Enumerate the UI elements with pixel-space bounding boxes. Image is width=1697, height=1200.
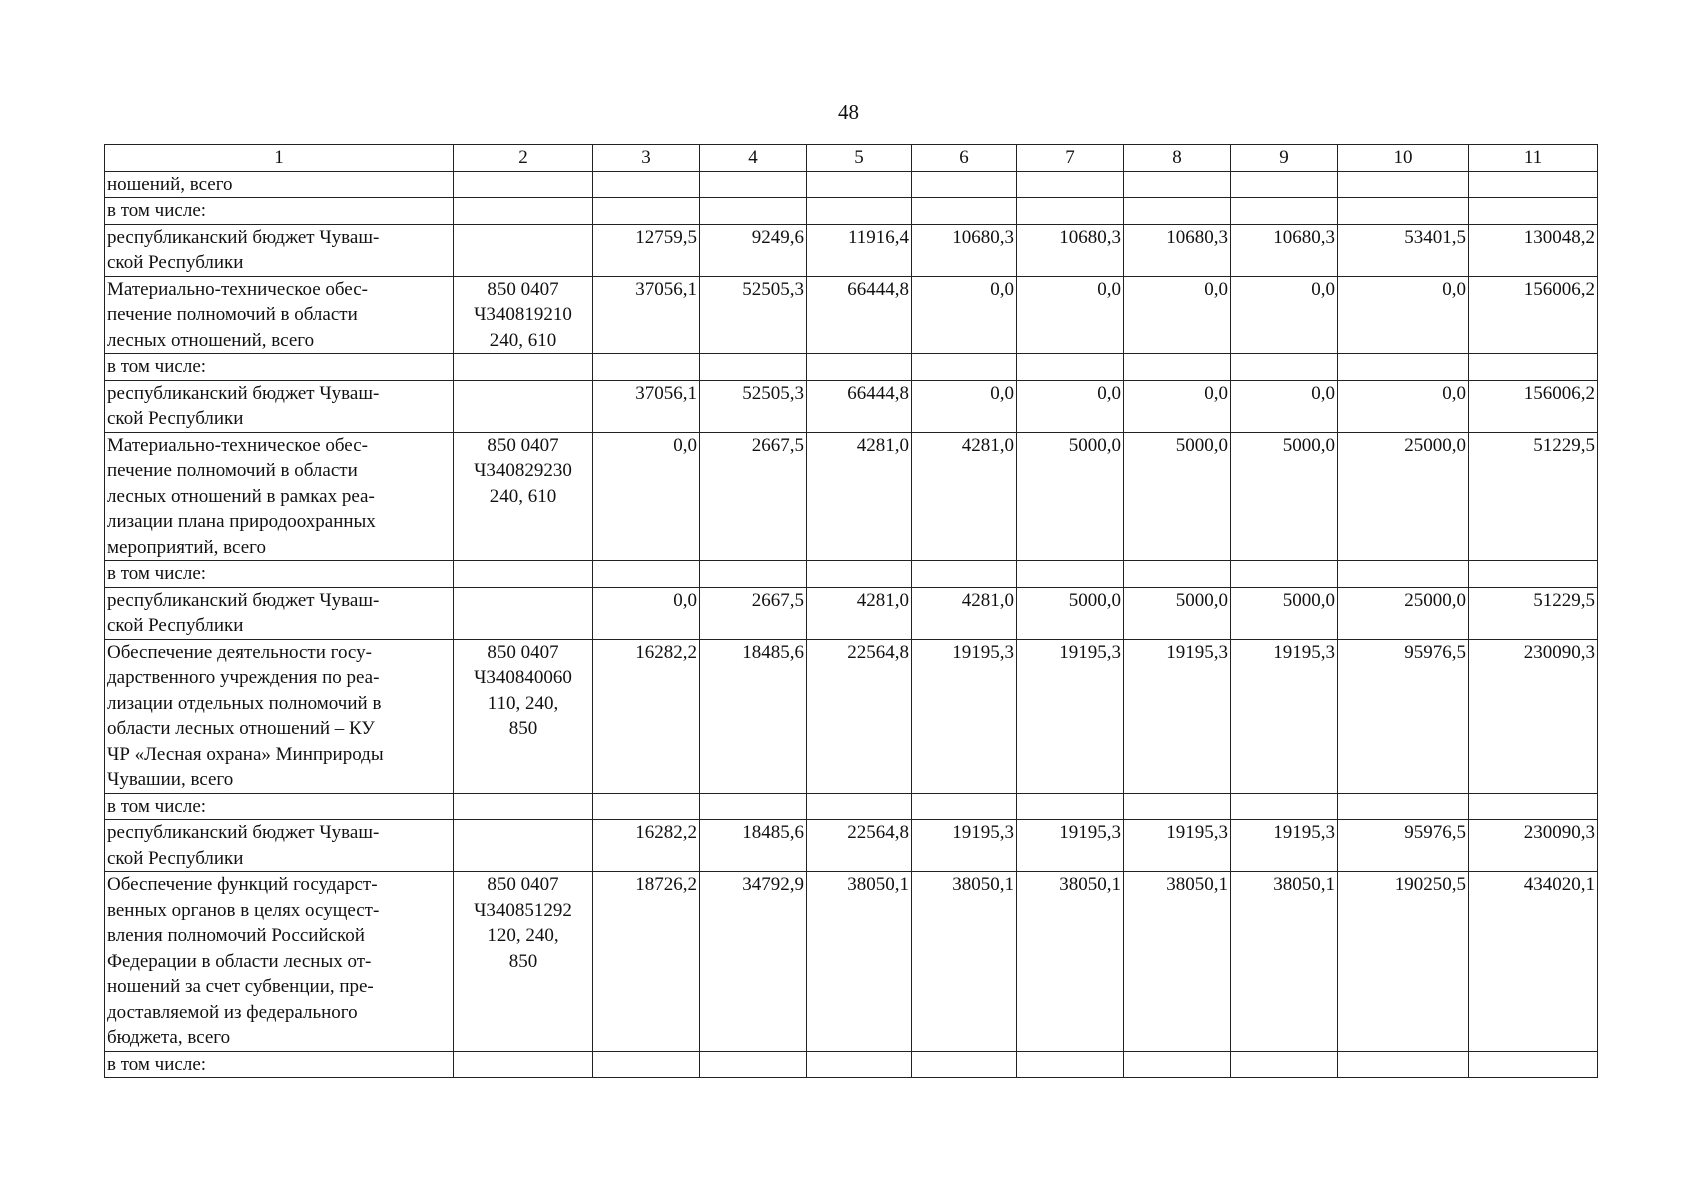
row-name-cell: Материально-техническое обес- печение полномочий в области лесных отношений, всего [105, 276, 454, 354]
value-cell: 10680,3 [1124, 224, 1231, 276]
value-cell: 16282,2 [593, 639, 700, 793]
value-cell: 18485,6 [700, 820, 807, 872]
value-cell: 190250,5 [1338, 872, 1469, 1052]
value-cell [1017, 198, 1124, 225]
value-cell: 10680,3 [1017, 224, 1124, 276]
table-row [105, 872, 1598, 1052]
value-cell: 0,0 [1017, 276, 1124, 354]
value-cell: 51229,5 [1469, 587, 1598, 639]
header-cell: 9 [1231, 145, 1338, 172]
row-code-cell [454, 561, 593, 588]
value-cell: 19195,3 [1017, 820, 1124, 872]
table-row [105, 380, 1598, 432]
header-cell: 10 [1338, 145, 1469, 172]
value-cell: 37056,1 [593, 380, 700, 432]
header-cell: 7 [1017, 145, 1124, 172]
table-row [105, 432, 1598, 561]
value-cell: 22564,8 [807, 639, 912, 793]
value-cell [700, 354, 807, 381]
value-cell: 52505,3 [700, 380, 807, 432]
value-cell [1124, 561, 1231, 588]
value-cell [1338, 354, 1469, 381]
row-code-cell: 850 0407 Ч340829230 240, 610 [454, 432, 593, 561]
value-cell [1338, 198, 1469, 225]
value-cell [593, 793, 700, 820]
value-cell: 19195,3 [1124, 639, 1231, 793]
value-cell: 16282,2 [593, 820, 700, 872]
value-cell [807, 198, 912, 225]
value-cell: 0,0 [1338, 276, 1469, 354]
value-cell [807, 1051, 912, 1078]
table-row [105, 561, 1598, 588]
value-cell: 9249,6 [700, 224, 807, 276]
value-cell [1231, 793, 1338, 820]
table-row [105, 1051, 1598, 1078]
value-cell [700, 171, 807, 198]
value-cell [1017, 171, 1124, 198]
value-cell [1469, 793, 1598, 820]
value-cell: 66444,8 [807, 380, 912, 432]
row-code-cell [454, 820, 593, 872]
value-cell: 19195,3 [912, 639, 1017, 793]
row-name-cell: республиканский бюджет Чуваш- ской Республики [105, 380, 454, 432]
value-cell [1231, 171, 1338, 198]
row-name-cell: республиканский бюджет Чуваш- ской Республики [105, 587, 454, 639]
value-cell [1338, 1051, 1469, 1078]
value-cell [700, 793, 807, 820]
value-cell [1231, 1051, 1338, 1078]
value-cell: 5000,0 [1017, 587, 1124, 639]
row-code-cell: 850 0407 Ч340851292 120, 240, 850 [454, 872, 593, 1052]
value-cell: 95976,5 [1338, 639, 1469, 793]
table-header-row [105, 145, 1598, 172]
table-row [105, 354, 1598, 381]
value-cell: 0,0 [912, 380, 1017, 432]
value-cell [807, 171, 912, 198]
value-cell [1338, 793, 1469, 820]
value-cell: 5000,0 [1231, 587, 1338, 639]
table-row [105, 224, 1598, 276]
value-cell [1124, 171, 1231, 198]
value-cell [700, 198, 807, 225]
value-cell: 2667,5 [700, 587, 807, 639]
value-cell [593, 198, 700, 225]
value-cell: 0,0 [1124, 276, 1231, 354]
value-cell [912, 171, 1017, 198]
value-cell: 19195,3 [1017, 639, 1124, 793]
value-cell [1124, 354, 1231, 381]
value-cell: 19195,3 [1124, 820, 1231, 872]
value-cell: 38050,1 [1017, 872, 1124, 1052]
row-code-cell [454, 793, 593, 820]
header-cell: 5 [807, 145, 912, 172]
value-cell [912, 561, 1017, 588]
table-row [105, 171, 1598, 198]
value-cell: 0,0 [912, 276, 1017, 354]
row-name-cell: республиканский бюджет Чуваш- ской Республики [105, 820, 454, 872]
value-cell: 0,0 [1124, 380, 1231, 432]
value-cell: 38050,1 [1124, 872, 1231, 1052]
value-cell: 10680,3 [912, 224, 1017, 276]
value-cell: 52505,3 [700, 276, 807, 354]
value-cell [912, 354, 1017, 381]
table-row [105, 793, 1598, 820]
value-cell: 19195,3 [912, 820, 1017, 872]
value-cell [1469, 171, 1598, 198]
row-name-cell: Обеспечение деятельности госу- дарственного учреждения по реа- лизации отдельных полномочий в области лесных отношений – КУ ЧР «Лесная охрана» Минприроды Чувашии, всего [105, 639, 454, 793]
value-cell [593, 171, 700, 198]
value-cell [700, 561, 807, 588]
value-cell: 4281,0 [912, 587, 1017, 639]
header-cell: 6 [912, 145, 1017, 172]
row-name-cell: в том числе: [105, 1051, 454, 1078]
value-cell [1231, 198, 1338, 225]
value-cell: 34792,9 [700, 872, 807, 1052]
value-cell: 156006,2 [1469, 380, 1598, 432]
row-code-cell: 850 0407 Ч340819210 240, 610 [454, 276, 593, 354]
table-row [105, 198, 1598, 225]
table-row [105, 820, 1598, 872]
row-code-cell [454, 1051, 593, 1078]
value-cell [1469, 561, 1598, 588]
value-cell: 18726,2 [593, 872, 700, 1052]
header-cell: 1 [105, 145, 454, 172]
value-cell [1231, 561, 1338, 588]
row-name-cell: Материально-техническое обес- печение полномочий в области лесных отношений в рамках реа- лизации плана природоохранных мероприятий, всего [105, 432, 454, 561]
value-cell: 38050,1 [912, 872, 1017, 1052]
value-cell: 5000,0 [1231, 432, 1338, 561]
row-name-cell: Обеспечение функций государст- венных органов в целях осущест- вления полномочий Российской Федерации в области лесных от- ношений за счет субвенции, пре- доставляемой из федерального бюджета, всего [105, 872, 454, 1052]
value-cell: 0,0 [1231, 276, 1338, 354]
value-cell: 4281,0 [807, 432, 912, 561]
value-cell [1338, 171, 1469, 198]
value-cell: 37056,1 [593, 276, 700, 354]
table-row [105, 276, 1598, 354]
row-name-cell: ношений, всего [105, 171, 454, 198]
page-number: 48 [838, 100, 859, 124]
value-cell: 4281,0 [912, 432, 1017, 561]
row-name-cell: в том числе: [105, 354, 454, 381]
value-cell: 19195,3 [1231, 639, 1338, 793]
value-cell: 10680,3 [1231, 224, 1338, 276]
row-code-cell [454, 171, 593, 198]
value-cell: 156006,2 [1469, 276, 1598, 354]
value-cell [912, 793, 1017, 820]
value-cell: 5000,0 [1124, 432, 1231, 561]
table-row [105, 587, 1598, 639]
row-code-cell [454, 354, 593, 381]
value-cell [1124, 198, 1231, 225]
row-code-cell: 850 0407 Ч340840060 110, 240, 850 [454, 639, 593, 793]
budget-table [104, 144, 1598, 1078]
value-cell [912, 1051, 1017, 1078]
value-cell: 19195,3 [1231, 820, 1338, 872]
value-cell: 51229,5 [1469, 432, 1598, 561]
value-cell: 11916,4 [807, 224, 912, 276]
value-cell: 38050,1 [1231, 872, 1338, 1052]
header-cell: 4 [700, 145, 807, 172]
value-cell [807, 354, 912, 381]
value-cell [1017, 793, 1124, 820]
value-cell [1231, 354, 1338, 381]
value-cell: 25000,0 [1338, 587, 1469, 639]
row-name-cell: в том числе: [105, 561, 454, 588]
value-cell [807, 793, 912, 820]
row-code-cell [454, 198, 593, 225]
value-cell: 5000,0 [1124, 587, 1231, 639]
header-cell: 3 [593, 145, 700, 172]
value-cell: 12759,5 [593, 224, 700, 276]
value-cell: 4281,0 [807, 587, 912, 639]
value-cell [1124, 793, 1231, 820]
value-cell [912, 198, 1017, 225]
value-cell: 130048,2 [1469, 224, 1598, 276]
row-code-cell [454, 224, 593, 276]
value-cell: 434020,1 [1469, 872, 1598, 1052]
value-cell: 38050,1 [807, 872, 912, 1052]
value-cell [1017, 354, 1124, 381]
value-cell [593, 354, 700, 381]
value-cell: 0,0 [1017, 380, 1124, 432]
value-cell: 230090,3 [1469, 820, 1598, 872]
row-name-cell: республиканский бюджет Чуваш- ской Республики [105, 224, 454, 276]
value-cell: 53401,5 [1338, 224, 1469, 276]
value-cell: 2667,5 [700, 432, 807, 561]
value-cell [1469, 198, 1598, 225]
table-row [105, 639, 1598, 793]
row-name-cell: в том числе: [105, 198, 454, 225]
value-cell: 0,0 [593, 432, 700, 561]
value-cell: 18485,6 [700, 639, 807, 793]
value-cell [807, 561, 912, 588]
value-cell [1469, 1051, 1598, 1078]
value-cell [593, 1051, 700, 1078]
value-cell [1338, 561, 1469, 588]
value-cell: 0,0 [1231, 380, 1338, 432]
header-cell: 2 [454, 145, 593, 172]
row-name-cell: в том числе: [105, 793, 454, 820]
value-cell: 66444,8 [807, 276, 912, 354]
value-cell: 22564,8 [807, 820, 912, 872]
value-cell: 5000,0 [1017, 432, 1124, 561]
value-cell [1469, 354, 1598, 381]
value-cell [1017, 561, 1124, 588]
value-cell: 95976,5 [1338, 820, 1469, 872]
header-cell: 8 [1124, 145, 1231, 172]
row-code-cell [454, 380, 593, 432]
value-cell: 230090,3 [1469, 639, 1598, 793]
value-cell [1017, 1051, 1124, 1078]
value-cell: 0,0 [1338, 380, 1469, 432]
header-cell: 11 [1469, 145, 1598, 172]
value-cell [1124, 1051, 1231, 1078]
value-cell: 25000,0 [1338, 432, 1469, 561]
value-cell [593, 561, 700, 588]
value-cell [700, 1051, 807, 1078]
value-cell: 0,0 [593, 587, 700, 639]
row-code-cell [454, 587, 593, 639]
